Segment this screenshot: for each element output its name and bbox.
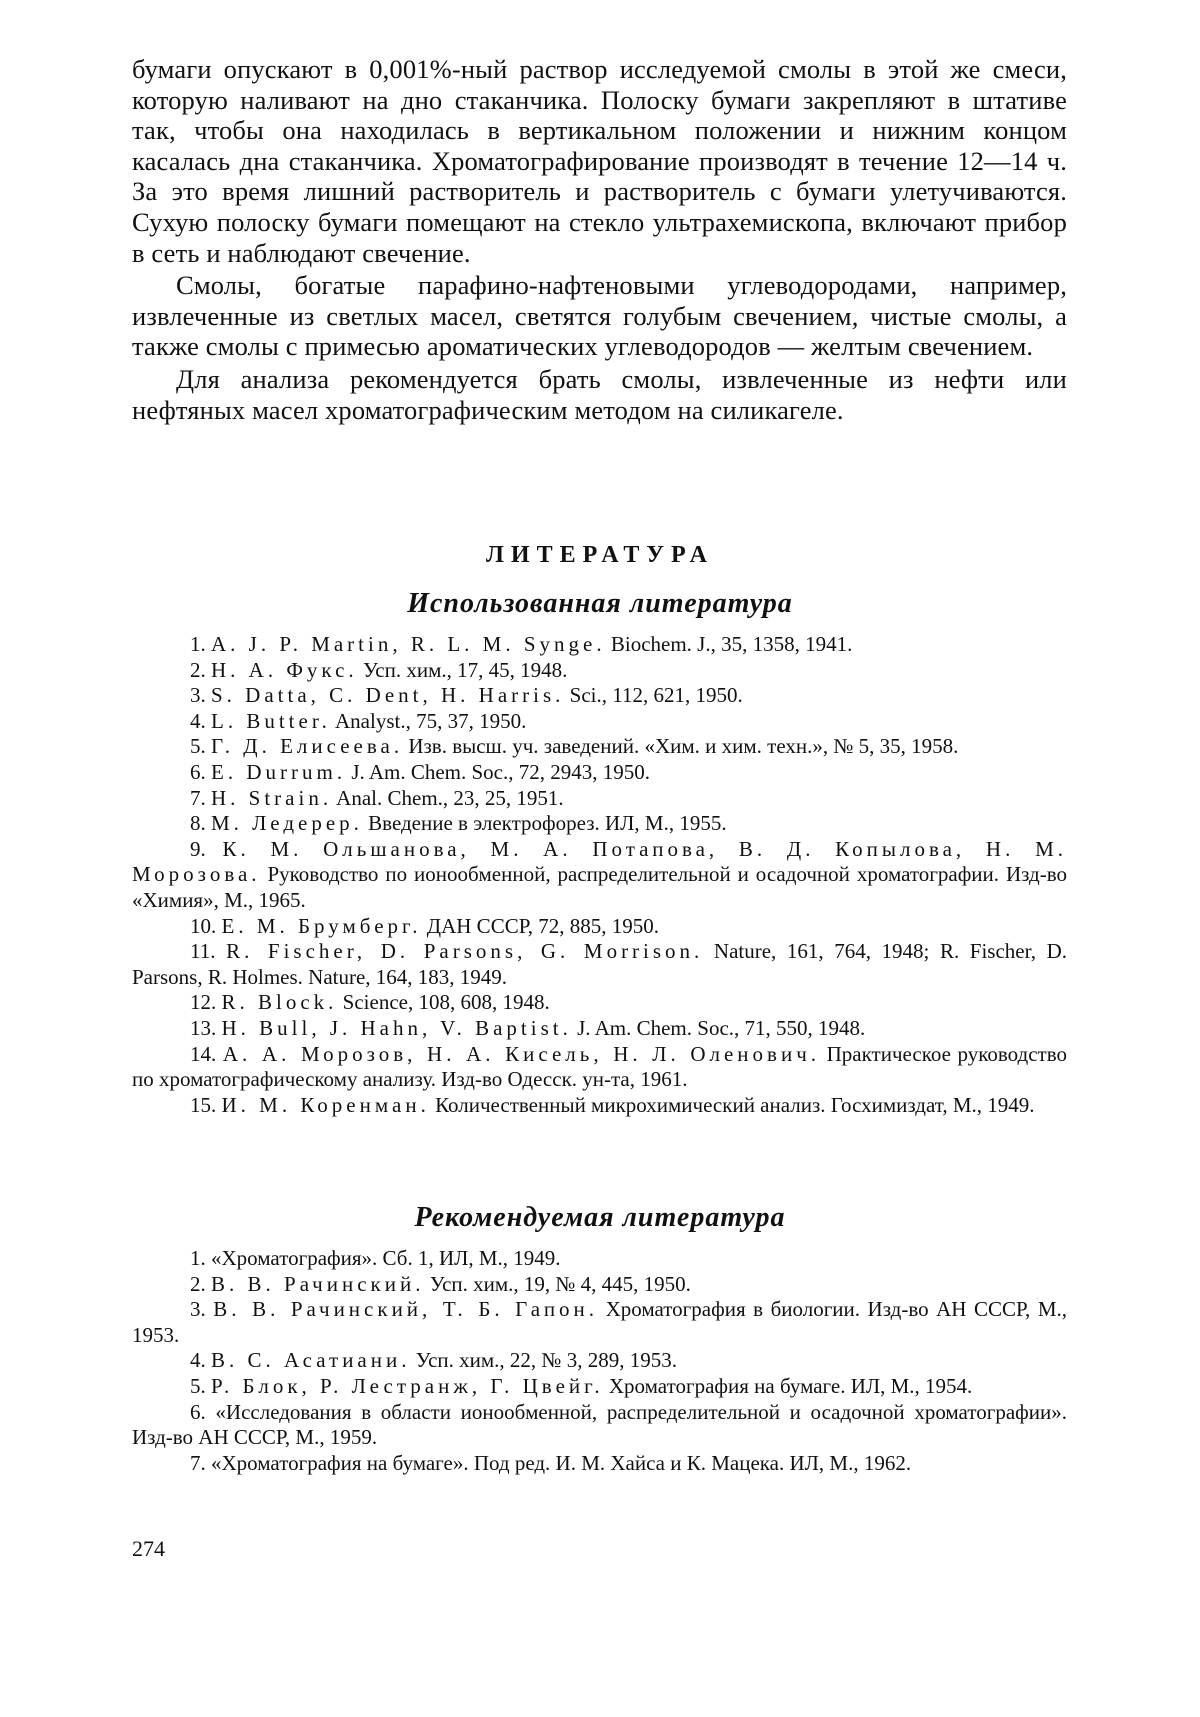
- reference-number: 8.: [190, 811, 206, 836]
- reference-number: 12.: [190, 990, 217, 1015]
- reference-number: 2.: [190, 657, 206, 682]
- reference-item: [132, 811, 1067, 837]
- reference-authors: Н. А. Фукс.: [211, 657, 358, 682]
- reference-item: [132, 990, 1067, 1016]
- reference-item: [132, 939, 1067, 990]
- reference-number: 3.: [190, 683, 206, 708]
- reference-source: Science, 108, 608, 1948.: [342, 990, 550, 1015]
- reference-item: [132, 1042, 1067, 1093]
- paragraph-continuation: бумаги опускают в 0,001%-ный раствор исследуемой смолы в этой же смеси, которую наливают на дно стаканчика. Полоску бумаги закрепляют в штативе так, чтобы она находилась в вертикальном положении и нижним концом касалась дна стаканчика. Хроматографирование производят в течение 12—14 ч. За это время лишний растворитель и растворитель с бумаги улетучиваются. Сухую полоску бумаги помещают на стекло ультрахемископа, включают прибор в сеть и наблюдают свечение.: [132, 54, 1067, 268]
- reference-source: J. Am. Chem. Soc., 71, 550, 1948.: [577, 1015, 866, 1040]
- reference-number: 11.: [190, 939, 216, 964]
- recommended-literature-heading: Рекомендуемая литература: [414, 1202, 786, 1233]
- reference-item: [132, 1400, 1067, 1451]
- reference-authors: L. Butter.: [211, 708, 331, 733]
- reference-source: «Исследования в области ионообменной, распределительной и осадочной хроматографии». Изд-во АН СССР, М., 1959.: [132, 1399, 1068, 1450]
- reference-item: [132, 1348, 1067, 1374]
- reference-number: 1.: [190, 1246, 206, 1270]
- reference-authors: H. Strain.: [211, 785, 333, 810]
- reference-authors: В. В. Рачинский, Т. Б. Гапон.: [213, 1297, 599, 1322]
- reference-source: Практическое руководство по хроматографическому анализу. Изд-во Одесск. ун-та, 1961.: [132, 1041, 1068, 1092]
- reference-authors: М. Ледерер.: [211, 811, 363, 836]
- reference-number: 10.: [190, 913, 217, 938]
- reference-authors: В. С. Асатиани.: [211, 1348, 411, 1373]
- reference-source: Хроматография на бумаге. ИЛ, М., 1954.: [608, 1373, 973, 1398]
- reference-source: ДАН СССР, 72, 885, 1950.: [426, 913, 660, 938]
- reference-number: 4.: [190, 708, 206, 733]
- page-number: 274: [132, 1536, 165, 1561]
- reference-authors: Г. Д. Елисеева.: [211, 734, 404, 759]
- reference-source: Количественный микрохимический анализ. Госхимиздат, М., 1949.: [435, 1092, 1035, 1117]
- used-literature-heading: Использованная литература: [407, 588, 793, 619]
- recommended-literature-list: [132, 1246, 1067, 1476]
- reference-item: [132, 1016, 1067, 1042]
- reference-authors: A. J. P. Martin, R. L. M. Synge.: [211, 632, 606, 656]
- reference-authors: E. Durrum.: [211, 759, 347, 784]
- reference-item: [132, 1246, 1067, 1272]
- reference-item: [132, 760, 1067, 786]
- reference-item: [132, 683, 1067, 709]
- reference-item: [132, 709, 1067, 735]
- reference-number: 7.: [190, 1450, 206, 1475]
- reference-number: 14.: [190, 1041, 217, 1066]
- reference-authors: А. А. Морозов, Н. А. Кисель, Н. Л. Оленович.: [222, 1041, 821, 1066]
- reference-number: 6.: [190, 1399, 206, 1424]
- reference-source: Nature, 161, 764, 1948; R. Fischer, D. Parsons, R. Holmes. Nature, 164, 183, 1949.: [132, 939, 1068, 989]
- reference-number: 7.: [190, 785, 206, 810]
- reference-number: 9.: [190, 836, 206, 861]
- reference-source: Усп. хим., 17, 45, 1948.: [362, 657, 568, 682]
- reference-source: Sci., 112, 621, 1950.: [569, 683, 743, 708]
- reference-item: [132, 1374, 1067, 1400]
- reference-source: Руководство по ионообменной, распределительной и осадочной хроматографии. Изд-во «Химия», М., 1965.: [132, 862, 1068, 912]
- reference-authors: R. Block.: [221, 990, 338, 1015]
- reference-source: «Хроматография». Сб. 1, ИЛ, М., 1949.: [211, 1246, 561, 1270]
- reference-authors: H. Bull, J. Hahn, V. Baptist.: [221, 1015, 572, 1040]
- reference-authors: S. Datta, C. Dent, H. Harris.: [211, 683, 565, 708]
- reference-authors: И. М. Коренман.: [221, 1092, 430, 1117]
- reference-item: [132, 1451, 1067, 1477]
- reference-authors: К. М. Ольшанова, М. А. Потапова, В. Д. Копылова, Н. М. Морозова.: [132, 836, 1067, 887]
- paragraph-resin-fluorescence: Смолы, богатые парафино-нафтеновыми углеводородами, например, извлеченные из светлых масел, светятся голубым свечением, чистые смолы, а также смолы с примесью ароматических углеводородов — желтым свечением.: [132, 270, 1067, 362]
- used-literature-list: [132, 632, 1067, 1118]
- reference-item: [132, 1272, 1067, 1298]
- reference-number: 5.: [190, 734, 206, 759]
- paragraph-analysis-recommendation: Для анализа рекомендуется брать смолы, извлеченные из нефти или нефтяных масел хроматографическим методом на силикагеле.: [132, 363, 1067, 425]
- reference-number: 1.: [190, 632, 206, 656]
- reference-source: Изв. высш. уч. заведений. «Хим. и хим. техн.», № 5, 35, 1958.: [408, 734, 959, 759]
- reference-number: 13.: [190, 1015, 217, 1040]
- reference-number: 3.: [190, 1297, 206, 1322]
- reference-authors: В. В. Рачинский.: [211, 1271, 425, 1296]
- reference-authors: R. Fischer, D. Parsons, G. Morrison.: [226, 939, 704, 964]
- literature-heading: ЛИТЕРАТУРА: [486, 542, 714, 568]
- reference-number: 5.: [190, 1373, 206, 1398]
- reference-item: [132, 632, 1067, 658]
- reference-source: Anal. Chem., 23, 25, 1951.: [336, 785, 564, 810]
- reference-source: Введение в электрофорез. ИЛ, М., 1955.: [368, 811, 727, 836]
- reference-item: [132, 837, 1067, 914]
- reference-source: Хроматография в биологии. Изд-во АН СССР, М., 1953.: [132, 1297, 1067, 1347]
- reference-source: Усп. хим., 19, № 4, 445, 1950.: [429, 1271, 691, 1296]
- reference-item: [132, 734, 1067, 760]
- reference-number: 4.: [190, 1348, 206, 1373]
- reference-item: [132, 1093, 1067, 1119]
- reference-item: [132, 1297, 1067, 1348]
- reference-source: «Хроматография на бумаге». Под ред. И. М. Хайса и К. Мацека. ИЛ, М., 1962.: [211, 1450, 912, 1475]
- reference-source: Усп. хим., 22, № 3, 289, 1953.: [415, 1348, 677, 1373]
- reference-source: Analyst., 75, 37, 1950.: [335, 708, 527, 733]
- body-text: [132, 54, 1067, 425]
- reference-authors: Е. М. Брумберг.: [221, 913, 422, 938]
- reference-authors: Р. Блок, Р. Лестранж, Г. Цвейг.: [211, 1373, 604, 1398]
- reference-item: [132, 914, 1067, 940]
- reference-source: Biochem. J., 35, 1358, 1941.: [610, 632, 853, 656]
- reference-number: 15.: [190, 1092, 217, 1117]
- reference-source: J. Am. Chem. Soc., 72, 2943, 1950.: [351, 759, 651, 784]
- reference-item: [132, 786, 1067, 812]
- reference-item: [132, 658, 1067, 684]
- reference-number: 2.: [190, 1271, 206, 1296]
- reference-number: 6.: [190, 759, 206, 784]
